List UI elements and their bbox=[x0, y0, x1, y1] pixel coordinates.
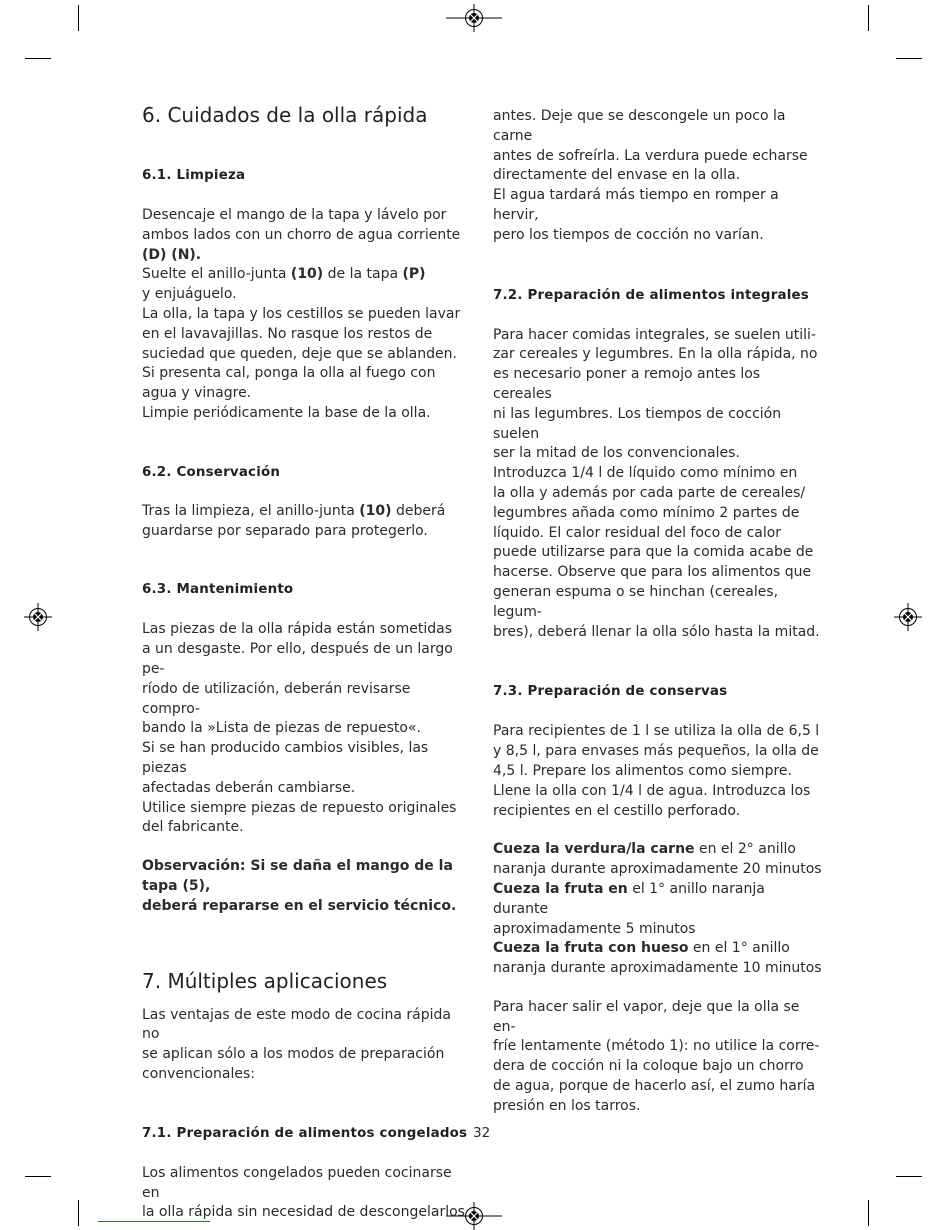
section-7-2-body: Para hacer comidas integrales, se suelen utili- zar cereales y legumbres. En la olla rápida, no es necesario poner a remojo antes los cereales ni las legumbres. Los tiempos de cocción suelen ser la mitad de los convencionales. Introduzca 1/4 l de líquido como mínimo en la olla y además por cada parte de cereales/ legumbres añada como mínimo 2 partes de líquido. El calor residual del foco de calor puede utilizarse para que la comida acabe de hacerse. Observe que para los alimentos que generan espuma o se hinchan (cereales, legum- bres), deberá llenar la olla sólo hasta la mitad. bbox=[493, 326, 820, 640]
section-6-3-body: Las piezas de la olla rápida están sometidas a un desgaste. Por ello, después de un largo pe- ríodo de utilización, deberán revisarse compro- bando la »Lista de piezas de repuesto«. Si se han producido cambios visibles, las piezas afectadas deberán cambiarse. Utilice siempre piezas de repuesto originales del fabricante. bbox=[142, 621, 457, 836]
left-column bbox=[142, 100, 472, 1223]
crop-mark bbox=[78, 5, 79, 31]
crop-mark bbox=[78, 1200, 79, 1226]
section-7-1-body: Los alimentos congelados pueden cocinarse en la olla rápida sin necesidad de descongelarlos bbox=[142, 1164, 465, 1221]
section-6-2-body: Tras la limpieza, el anillo-junta (10) deberá guardarse por separado para protegerlo. bbox=[142, 502, 446, 539]
registration-mark-left bbox=[24, 603, 52, 631]
crop-mark bbox=[25, 58, 51, 59]
crop-mark bbox=[868, 5, 869, 31]
section-7-1-continued: antes. Deje que se descongele un poco la carne antes de sofreírla. La verdura puede echarse directamente del envase en la olla. El agua tardará más tiempo en romper a hervir, pero los tiempos de cocción no varían. bbox=[493, 108, 808, 243]
registration-mark-top bbox=[446, 4, 502, 32]
section-7-1-title: 7.1. Preparación de alimentos congelados bbox=[142, 1125, 468, 1141]
crop-mark bbox=[896, 1176, 922, 1177]
section-7-2-title: 7.2. Preparación de alimentos integrales bbox=[493, 287, 809, 303]
crop-mark bbox=[896, 58, 922, 59]
section-6-3-note: Observación: Si se daña el mango de la tapa (5), deberá repararse en el servicio técnico. bbox=[142, 858, 457, 914]
section-7-3-title: 7.3. Preparación de conservas bbox=[493, 684, 728, 700]
blue-rule bbox=[98, 1221, 210, 1222]
page-number: 32 bbox=[473, 1125, 491, 1141]
right-column bbox=[493, 107, 823, 1117]
crop-mark bbox=[868, 1200, 869, 1226]
registration-mark-right bbox=[894, 603, 922, 631]
section-7-3-body: Para recipientes de 1 l se utiliza la olla de 6,5 l y 8,5 l, para envases más pequeños, la olla de 4,5 l. Prepare los alimentos como siempre. Llene la olla con 1/4 l de agua. Introduzca los recipientes en el cestillo perforado. bbox=[493, 723, 820, 819]
section-7-body: Las ventajas de este modo de cocina rápida no se aplican sólo a los modos de preparación convencionales: bbox=[142, 1006, 451, 1082]
vapor-paragraph: Para hacer salir el vapor, deje que la olla se en- fríe lentamente (método 1): no utilice la corre- dera de cocción ni la coloque bajo un chorro de agua, porque de hacerlo así, el zumo haría presión en los tarros. bbox=[493, 998, 820, 1114]
section-6-title: 6. Cuidados de la olla rápida bbox=[142, 103, 428, 127]
crop-mark bbox=[25, 1176, 51, 1177]
cooking-times: Cueza la verdura/la carne en el 2° anillo naranja durante aproximadamente 20 minutos Cueza la fruta en el 1° anillo naranja durante aproximadamente 5 minutos Cueza la fruta con hueso en el 1° anillo naranja durante aproximadamente 10 minutos bbox=[493, 841, 822, 977]
section-6-1-body: Desencaje el mango de la tapa y lávelo por ambos lados con un chorro de agua corriente (D) (N). Suelte el anillo-junta (10) de la tapa (P) y enjuáguelo. La olla, la tapa y los cestillos se pueden lavar en el lavavajillas. No rasque los restos de suciedad que queden, deje que se ablanden. Si presenta cal, ponga la olla al fuego con agua y vinagre. Limpie periódicamente la base de la olla. bbox=[142, 207, 461, 421]
section-6-1-title: 6.1. Limpieza bbox=[142, 168, 246, 183]
section-6-2-title: 6.2. Conservación bbox=[142, 464, 281, 480]
section-6-3-title: 6.3. Mantenimiento bbox=[142, 582, 294, 598]
section-7-title: 7. Múltiples aplicaciones bbox=[142, 968, 388, 993]
